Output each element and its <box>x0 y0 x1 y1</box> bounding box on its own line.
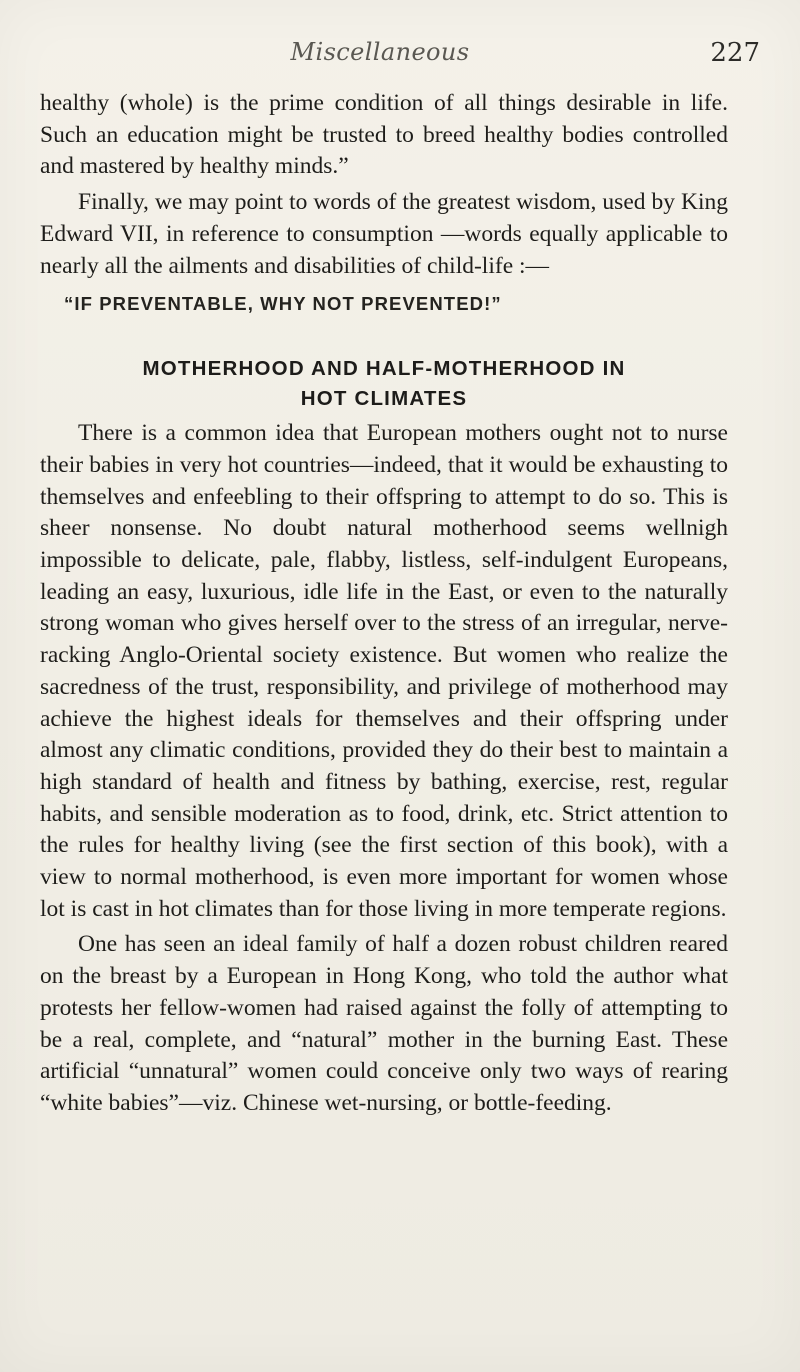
section-title-line-1: MOTHERHOOD AND HALF-MOTHERHOOD IN <box>142 357 626 381</box>
paragraph-finally: Finally, we may point to words of the greatest wisdom, used by King Edward VII, in reference to consumption —words equally applicable to nearly all the ailments and disabilities of child-life :— <box>40 189 728 279</box>
quotation: “IF PREVENTABLE, WHY NOT PREVENTED!” <box>64 293 502 315</box>
paragraph-continued: healthy (whole) is the prime condition of all things desirable in life. Such an education might be trusted to breed healthy bodies controlled and mastered by healthy minds.” <box>40 90 728 180</box>
section-title <box>40 354 728 414</box>
running-head: Miscellaneous <box>290 38 470 66</box>
page-header <box>40 38 760 78</box>
page-body <box>40 88 728 1120</box>
paragraph-common-idea: There is a common idea that European mothers ought not to nurse their babies in very hot countries—indeed, that it would be exhausting to themselves and enfeebling to their offspring to attempt to do so. This is sheer nonsense. No doubt natural motherhood seems wellnigh impossible to delicate, pale, flabby, listless, self-indulgent Europeans, leading an easy, luxurious, idle life in the East, or even to the naturally strong woman who gives herself over to the stress of an irregular, nerve-racking Anglo-Oriental society existence. But women who realize the sacredness of the trust, responsibility, and privilege of motherhood may achieve the highest ideals for themselves and their offspring under almost any climatic conditions, provided they do their best to maintain a high standard of health and fitness by bathing, exercise, rest, regular habits, and sensible moderation as to food, drink, etc. Strict attention to the rules for healthy living (see the first section of this book), with a view to normal motherhood, is even more important for women whose lot is cast in hot climates than for those living in more temperate regions. <box>40 420 728 922</box>
page-number: 227 <box>710 38 760 68</box>
section-title-line-2: HOT CLIMATES <box>300 387 468 411</box>
paragraph-one-has-seen: One has seen an ideal family of half a dozen robust children reared on the breast by a European in Hong Kong, who told the author what protests her fellow-women had raised against the folly of attempting to be a real, complete, and “natural” mother in the burning East. These artificial “unnatural” women could conceive only two ways of rearing “white babies”—viz. Chinese wet-nursing, or bottle-feeding. <box>40 931 728 1116</box>
